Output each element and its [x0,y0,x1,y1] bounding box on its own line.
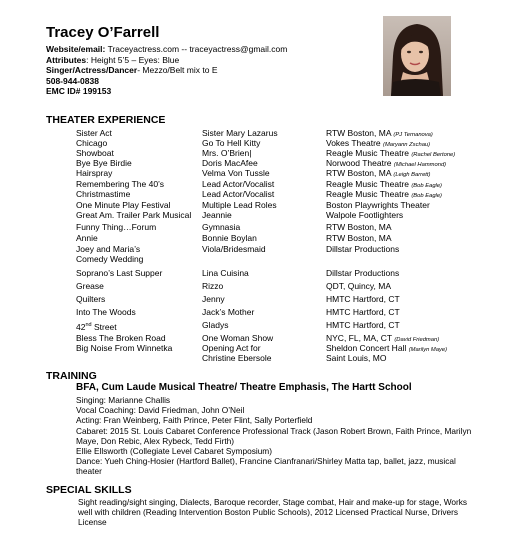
venue-text: Reagle Music Theatre [326,179,409,189]
credit-role: Gladys [202,320,229,330]
credit-venue: Dillstar Productions [326,268,400,278]
credit-role: Jeannie [202,210,232,220]
credit-role: Multiple Lead Roles [202,200,277,210]
street-number: 42 [76,321,86,332]
credit-role: Jenny [202,294,225,304]
venue-text: Sheldon Concert Hall [326,343,407,353]
venue-text: NYC, FL, MA, CT [326,333,392,343]
credit-show: Bye Bye Birdie [76,158,132,168]
credit-venue: RTW Boston, MA [326,233,392,243]
phone-number: 508-944-0838 [46,75,99,86]
attributes-value: : Height 5’5 – Eyes: Blue [86,54,180,65]
credit-show: Quilters [76,294,106,304]
venue-text: Vokes Theatre [326,138,381,148]
director-note: (Leigh Barrett) [393,172,431,178]
credit-show: Annie [76,233,98,243]
director-note: (Rachel Bertone) [411,152,456,158]
credit-show: One Minute Play Festival [76,200,171,210]
credit-show: Comedy Wedding [76,254,144,264]
training-line: Acting: Fran Weinberg, Faith Prince, Peter Flint, Sally Porterfield [76,415,313,426]
credit-role: Rizzo [202,281,224,291]
credit-role: Mrs. O’Brien| [202,148,252,158]
credit-venue: RTW Boston, MA [326,222,392,232]
credit-show: Hairspray [76,168,113,178]
training-line: Cabaret: 2015 St. Louis Cabaret Conference Professional Track (Jason Robert Brown, Faith Prince, Marilyn Maye, Don Rebic, Alex Rybeck, Tedd Firth) [76,425,472,446]
training-section-title: TRAINING [46,370,97,382]
training-line: Ellie Ellsworth (Collegiate Level Cabaret Symposium) [76,446,272,457]
website-line [46,44,287,55]
credit-show: Joey and Maria’s [76,244,141,254]
credit-role: Lina Cuisina [202,268,249,278]
venue-text: Norwood Theatre [326,158,392,168]
singer-line [46,65,287,76]
attributes-line [46,55,287,66]
credit-venue: Dillstar Productions [326,244,400,254]
singer-label: Singer/Actress/Dancer [46,65,138,75]
credit-role: Jack’s Mother [202,307,255,317]
training-line: Vocal Coaching: David Friedman, John O’Neil [76,405,245,416]
theater-section-title: THEATER EXPERIENCE [46,114,166,126]
credit-role: Bonnie Boylan [202,233,257,243]
credit-venue: Saint Louis, MO [326,353,387,363]
credit-show: Remembering The 40’s [76,179,165,189]
credit-venue: Boston Playwrights Theater [326,200,430,210]
director-note: (Maryann Zschau) [383,142,431,148]
credit-role: Go To Hell Kitty [202,138,261,148]
skills-section-title: SPECIAL SKILLS [46,484,132,496]
credit-show: Bless The Broken Road [76,333,166,343]
credit-role: One Woman Show [202,333,274,343]
credit-role: Lead Actor/Vocalist [202,179,275,189]
credit-venue: HMTC Hartford, CT [326,320,400,330]
director-note: (Bob Eagle) [411,193,442,199]
director-note: (Marilyn Maye) [408,347,448,353]
credit-role: Christine Ebersole [202,353,272,363]
venue-text: Reagle Music Theatre [326,148,409,158]
credit-role: Gymnasia [202,222,241,232]
attributes-label: Attributes [46,54,87,65]
training-line: Dance: Yueh Ching-Hosier (Hartford Ballet), Francine Cianfranari/Shirley Matta tap, ballet, jazz, musical theater [76,456,456,477]
training-line: Singing: Marianne Challis [76,395,171,405]
credit-role: Lead Actor/Vocalist [202,189,275,199]
credit-show: Funny Thing…Forum [76,222,157,232]
credit-venue: HMTC Hartford, CT [326,294,400,304]
actor-name: Tracey O’Farrell [46,24,160,41]
credit-role: Doris MacAfee [202,158,258,168]
website-value: Traceyactress.com -- traceyactress@gmail.com [105,44,288,54]
contact-block [46,44,287,97]
credit-show: Showboat [76,148,114,158]
emc-id: EMC ID# 199153 [46,86,112,96]
credit-show: Soprano’s Last Supper [76,268,163,278]
venue-text: RTW Boston, MA [326,168,392,178]
headshot-photo [383,16,451,96]
credit-show: Big Noise From Winnetka [76,343,173,353]
credit-role: Viola/Bridesmaid [202,244,266,254]
website-label: Website/email: [46,44,106,54]
credit-show: Christmastime [76,189,131,199]
credit-venue: Walpole Footlighters [326,210,404,220]
director-note: (David Friedman) [394,337,440,343]
credit-venue: QDT, Quincy, MA [326,281,392,291]
singer-value: - Mezzo/Belt mix to E [137,65,218,75]
credit-role: Sister Mary Lazarus [202,128,278,138]
credit-show [76,320,200,332]
street-suffix: nd [85,322,92,328]
credit-show: Great Am. Trailer Park Musical [76,210,192,220]
credit-show: Grease [76,281,104,291]
credit-role: Opening Act for [202,343,261,353]
venue-text: RTW Boston, MA [326,128,392,138]
director-note: (Bob Eagle) [411,183,442,189]
venue-text: Reagle Music Theatre [326,189,409,199]
credit-show: Chicago [76,138,108,148]
training-degree: BFA, Cum Laude Musical Theatre/ Theatre Emphasis, The Hartt School [76,382,412,393]
credit-show: Into The Woods [76,307,136,317]
director-note: (PJ Ternanova) [393,132,433,138]
credit-venue: HMTC Hartford, CT [326,307,400,317]
training-details [76,395,476,477]
credit-role: Velma Von Tussle [202,168,270,178]
skills-text: Sight reading/sight singing, Dialects, Baroque recorder, Stage combat, Hair and make-up for stage, Works well with children (Reading Intervention Boston Public Schools), 2012 Licensed Practical Nurse, Drivers License [78,497,468,528]
director-note: (Michael Hammond) [393,162,447,168]
street-title: Street [93,321,117,332]
credit-show: Sister Act [76,128,112,138]
